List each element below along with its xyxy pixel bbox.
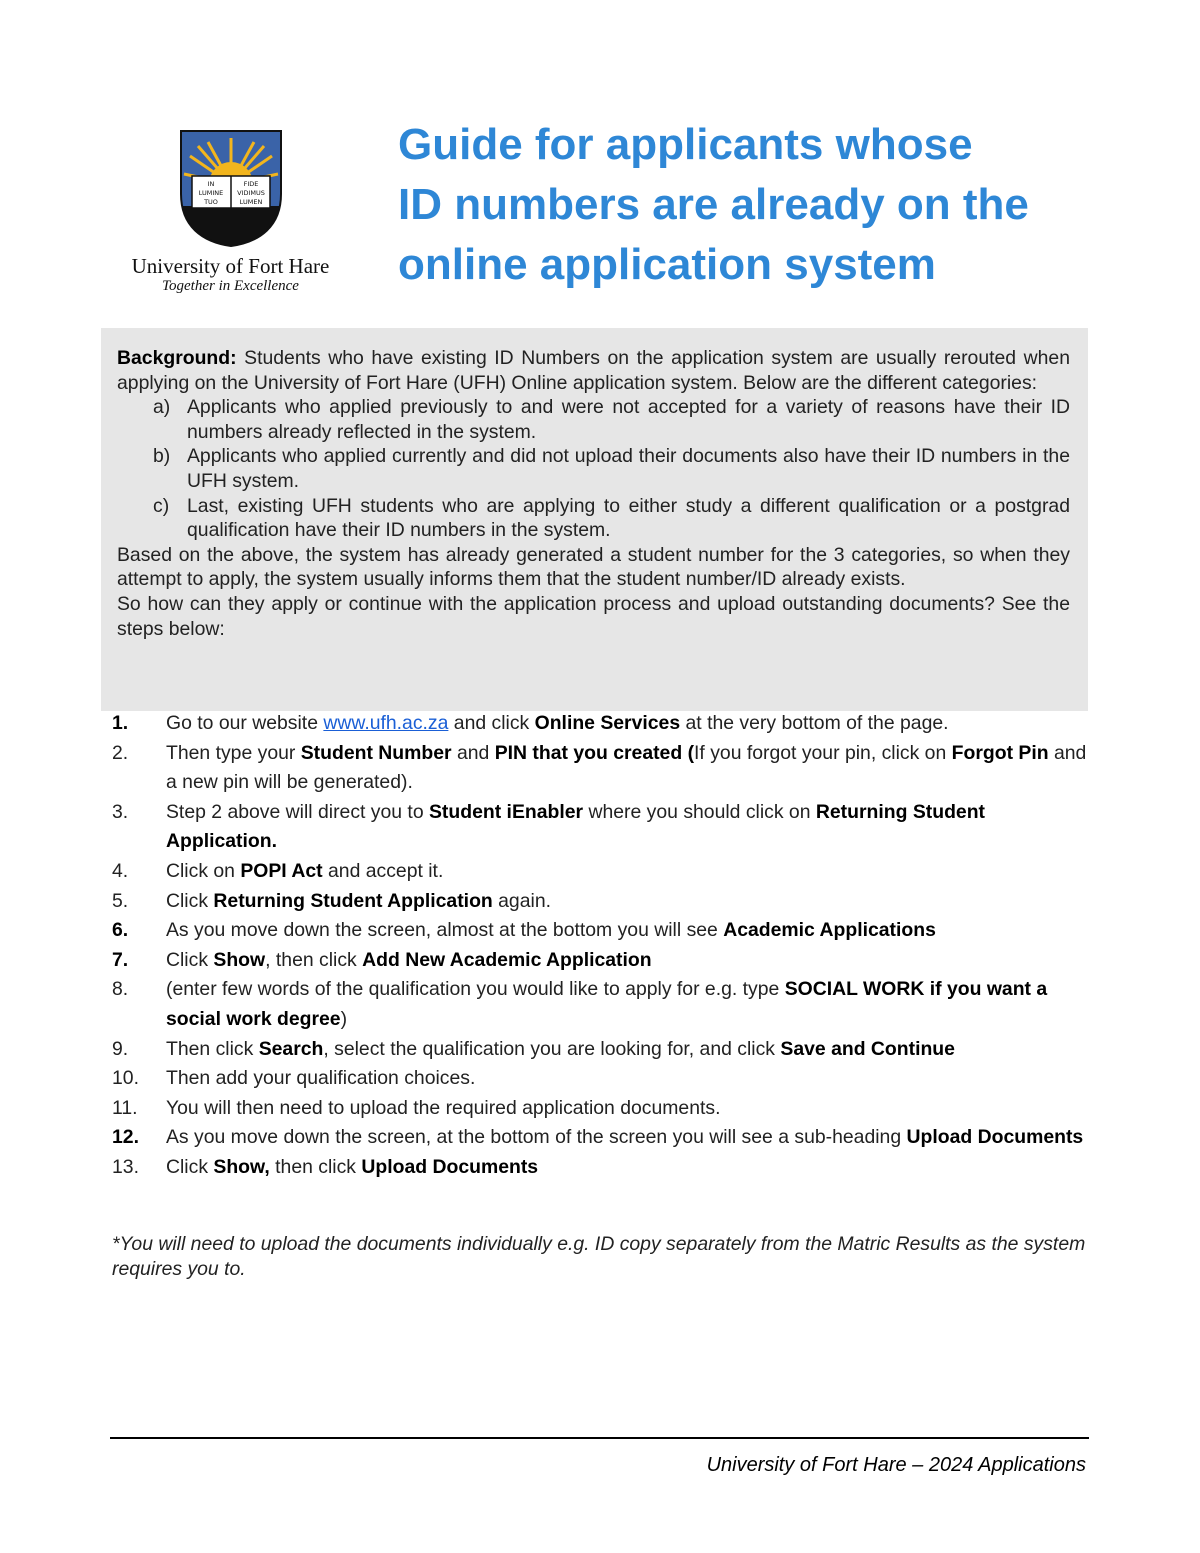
title-line-3: online application system — [398, 240, 936, 289]
university-name: University of Fort Hare — [131, 254, 330, 278]
step-text: Go to our website — [166, 712, 324, 734]
step-item — [112, 1035, 1090, 1065]
step-text: Step 2 above will direct you to — [166, 800, 429, 823]
step-bold-text: Online Services — [534, 712, 681, 734]
step-number: 8. — [112, 978, 129, 1001]
upload-note: *You will need to upload the documents individually e.g. ID copy separately from the Matric Results as the system requires you to. — [112, 1233, 1086, 1280]
step-bold-text: Show — [213, 948, 266, 971]
step-number: 7. — [112, 948, 129, 971]
step-bold-text: Search — [258, 1037, 324, 1060]
crest-text-6: LUMEN — [239, 198, 263, 206]
crest-text-1: IN — [207, 180, 215, 188]
step-text: , then click — [265, 948, 363, 971]
step-text: Then click — [166, 1037, 259, 1060]
step-text: and a new pin will be generated). — [166, 741, 1087, 794]
category-item — [117, 494, 1070, 543]
university-motto: Together in Excellence — [162, 278, 299, 294]
step-bold-text: Forgot Pin — [951, 741, 1049, 764]
step-bold-text: Upload Documents — [906, 1126, 1084, 1149]
background-label: Background: — [117, 347, 237, 369]
step-text: ) — [340, 1007, 348, 1030]
step-number: 13. — [112, 1155, 139, 1178]
category-item — [117, 395, 1070, 444]
step-item — [112, 857, 1090, 887]
step-text: Click — [166, 889, 214, 912]
step-bold-text: Returning Student Application — [213, 889, 493, 912]
title-line-2: ID numbers are already on the — [398, 180, 1029, 229]
step-number: 11. — [112, 1096, 138, 1119]
step-text: and accept it. — [322, 859, 444, 882]
background-box — [101, 328, 1088, 711]
category-text: Applicants who applied previously to and were not accepted for a variety of reasons have their ID numbers already reflected in the system. — [187, 396, 1070, 443]
step-text: again. — [492, 889, 551, 912]
crest-text-3: TUO — [204, 198, 218, 206]
step-number: 4. — [112, 859, 129, 882]
step-number: 10. — [112, 1067, 139, 1090]
step-number: 9. — [112, 1037, 129, 1060]
step-bold-text: Save and Continue — [780, 1037, 955, 1060]
step-item — [112, 887, 1090, 917]
step-item — [112, 739, 1090, 798]
title-line-1: Guide for applicants whose — [398, 120, 973, 169]
step-bold-text: Returning Student Application. — [166, 800, 986, 853]
crest-text-4: FIDE — [243, 180, 259, 188]
step-bold-text: Upload Documents — [361, 1155, 539, 1178]
step-item — [112, 798, 1090, 857]
steps-list — [112, 709, 1090, 1183]
page-title — [398, 115, 1118, 295]
step-item — [112, 1064, 1090, 1094]
step-bold-text: POPI Act — [240, 859, 323, 882]
step-item — [112, 1123, 1090, 1153]
step-text: where you should click on — [583, 800, 816, 823]
step-text: Click — [166, 948, 214, 971]
step-number: 12. — [112, 1126, 139, 1149]
step-bold-text: Add New Academic Application — [362, 948, 652, 971]
step-text: You will then need to upload the required application documents. — [166, 1096, 721, 1119]
category-list — [117, 395, 1070, 543]
step-bold-text: Student iEnabler — [429, 800, 584, 823]
step-item — [112, 946, 1090, 976]
step-text: and click — [448, 712, 535, 734]
background-intro — [117, 346, 1070, 395]
step-number: 2. — [112, 741, 129, 764]
step-text: then click — [269, 1155, 362, 1178]
step-item — [112, 975, 1090, 1034]
step-text: As you move down the screen, at the bottom of the screen you will see a sub-heading — [166, 1126, 907, 1149]
step-bold-text: Academic Applications — [723, 919, 936, 942]
step-text: If you forgot your pin, click on — [694, 741, 952, 764]
crest-text-5: VIDIMUS — [237, 189, 265, 197]
footer-divider — [110, 1437, 1089, 1439]
step-text: Then add your qualification choices. — [166, 1067, 476, 1090]
step-item — [112, 709, 1090, 739]
step-number: 6. — [112, 919, 129, 942]
step-item — [112, 1153, 1090, 1183]
step-text: Then type your — [166, 741, 301, 764]
step-text: Click on — [166, 859, 241, 882]
category-text: Applicants who applied currently and did not upload their documents also have their ID numbers in the UFH system. — [187, 445, 1070, 492]
crest-text-2: LUMINE — [198, 189, 224, 197]
background-para-1: Based on the above, the system has already generated a student number for the 3 categories, so when they attempt to apply, the system usually informs them that the student number/ID already exists. — [117, 543, 1070, 591]
step-bold-text: PIN that you created ( — [494, 741, 695, 764]
university-logo — [108, 124, 353, 299]
category-marker: c) — [153, 494, 170, 517]
website-link[interactable]: www.ufh.ac.za — [323, 712, 449, 734]
step-text: at the very bottom of the page. — [680, 712, 949, 734]
category-text: Last, existing UFH students who are applying to either study a different qualification or a postgrad qualification have their ID numbers in the system. — [187, 494, 1070, 542]
step-text: , select the qualification you are looking for, and click — [323, 1037, 781, 1060]
step-bold-text: SOCIAL WORK if you want a social work degree — [166, 978, 1048, 1030]
step-item — [112, 1094, 1090, 1124]
step-bold-text: Student Number — [300, 741, 452, 764]
step-bold-text: Show, — [213, 1155, 270, 1178]
step-number: 3. — [112, 800, 129, 823]
category-item — [117, 444, 1070, 493]
background-intro-text: Students who have existing ID Numbers on the application system are usually rerouted when applying on the University of Fort Hare (UFH) Online application system. Below are the different categories: — [117, 347, 1070, 394]
background-para-2: So how can they apply or continue with the application process and upload outstanding documents? See the steps below: — [117, 592, 1070, 640]
step-text: (enter few words of the qualification you would like to apply for e.g. type — [166, 978, 785, 1001]
step-number: 1. — [112, 712, 129, 734]
step-text: and — [451, 741, 495, 764]
footer-text: University of Fort Hare – 2024 Applications — [706, 1454, 1086, 1476]
step-text: As you move down the screen, almost at the bottom you will see — [166, 919, 724, 942]
category-marker: a) — [153, 396, 171, 419]
step-text: Click — [166, 1155, 214, 1178]
step-item — [112, 916, 1090, 946]
category-marker: b) — [153, 445, 171, 468]
university-crest-icon — [178, 128, 284, 248]
step-number: 5. — [112, 889, 129, 912]
